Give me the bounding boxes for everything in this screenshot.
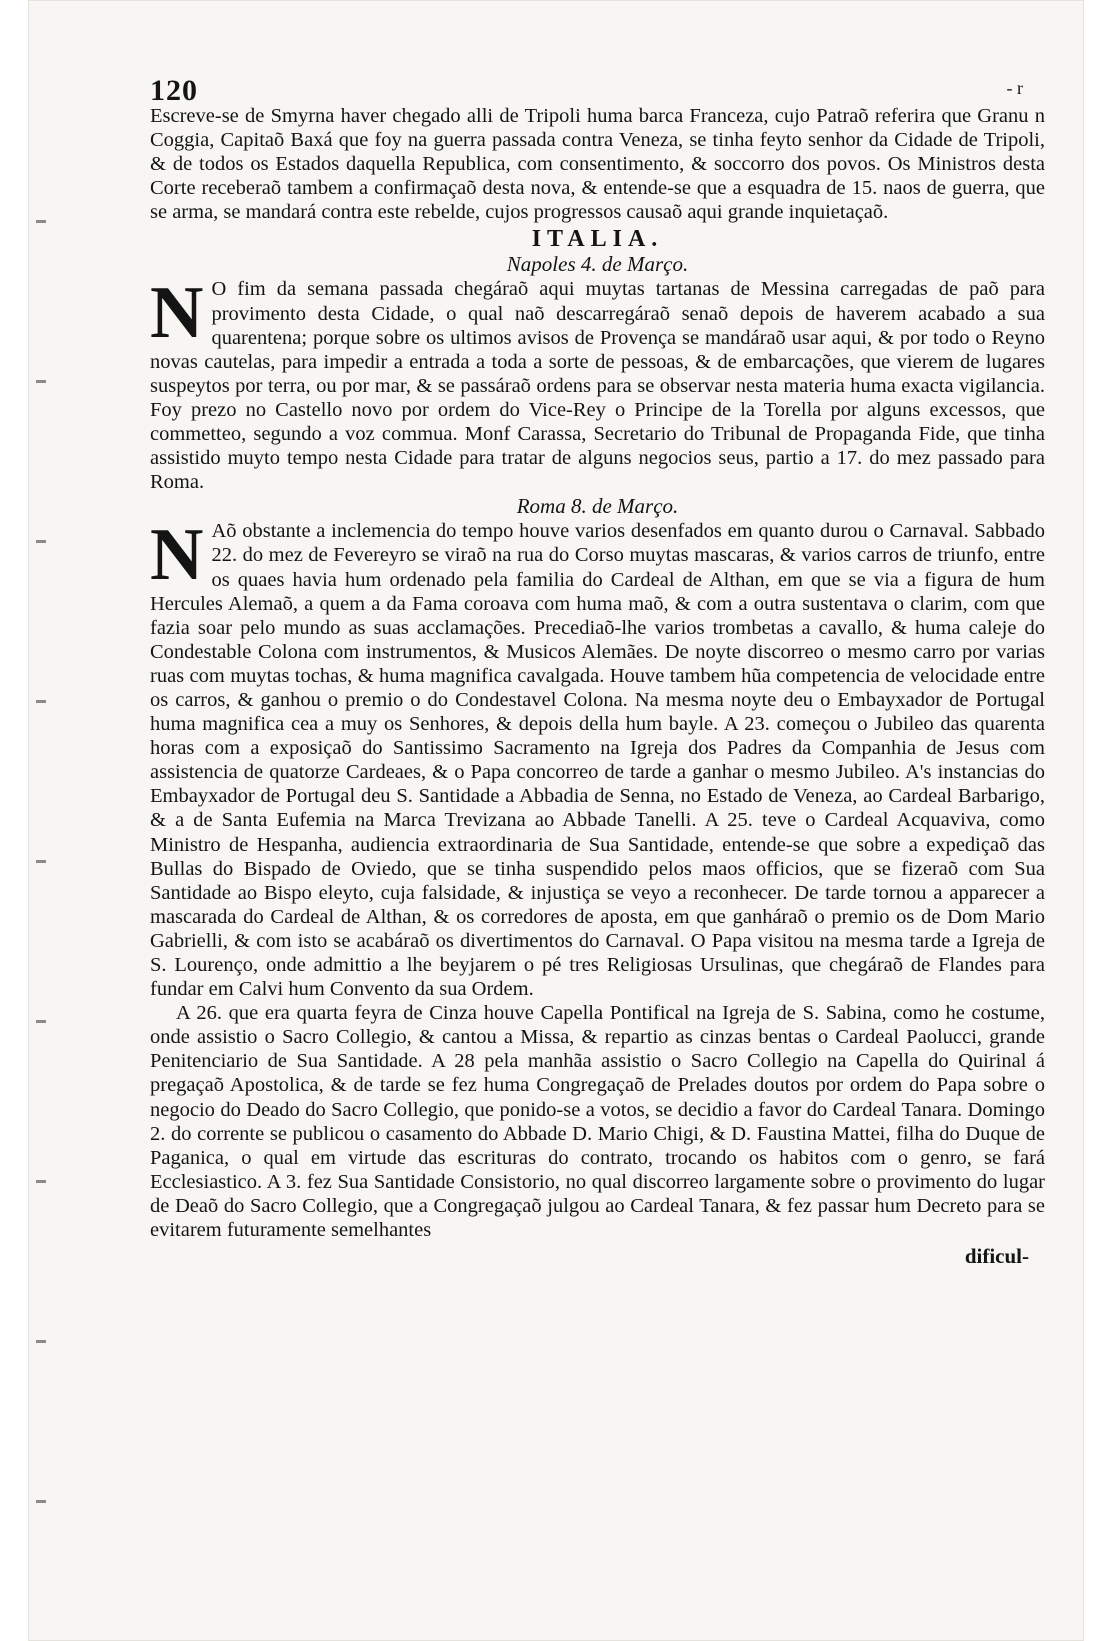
naples-paragraph: O fim da semana passada chegáraõ aqui muytas tartanas de Messina carregadas de paõ para provimento desta Cidade, o qual naõ descarregáraõ senaõ depois de haverem acabado a sua quarentena; porque sobre os ultimos avisos de Provença se mandáraõ usar aqui, & por todo o Reyno novas cautelas, para impedir a entrada a toda a sorte de pessoas, & de embarcações, que vierem de lugares suspeytos por terra, ou por mar, & se passáraõ ordens para se observar nesta materia huma exacta vigilancia. Foy prezo no Castello novo por ordem do Vice-Rey o Principe de la Torella por alguns excessos, que commetteo, segundo a voz commua. Monf Carassa, Secretario do Tribunal de Propaganda Fide, que tinha assistido muyto tempo nesta Cidade para tratar de alguns negocios seus, partio a 17. do mez passado para Roma. [150,278,1045,494]
text-column [150,74,1045,1269]
dropcap-rome: N [150,514,204,597]
smyrna-paragraph: Escreve-se de Smyrna haver chegado alli de Tripoli huma barca Franceza, cujo Patraõ referira que Granu n Coggia, Capitaõ Baxá que foy na guerra passada contra Veneza, se tinha feyto senhor da Cidade de Tripoli, & de todos os Estados daquella Republica, com consentimento, & soccorro dos povos. Os Ministros desta Corte receberaõ tambem a confirmaçaõ desta nova, & entende-se que a esquadra de 15. naos de guerra, que se arma, se mandará contra este rebelde, cujos progressos causaõ aqui grande inquietaçaõ. [150,105,1045,224]
margin-mark [36,380,46,383]
margin-mark [36,1180,46,1183]
dateline-naples: Napoles 4. de Março. [506,252,689,277]
bottom-catchword: dificul- [964,1244,1029,1269]
section-heading-italia: ITALIA. [531,226,664,253]
page-number: 120 [150,74,198,107]
margin-mark [36,700,46,703]
margin-mark [36,860,46,863]
dateline-rome: Roma 8. de Março. [516,494,679,519]
rome-continued-paragraph: A 26. que era quarta feyra de Cinza houve Capella Pontifical na Igreja de S. Sabina, como he costume, onde assistio o Sacro Collegio, & cantou a Missa, & repartio as cinzas bentas o Cardeal Paolucci, grande Penitenciario de Sua Santidade. A 28 pela manhãa assistio o Sacro Collegio na Capella do Quirinal á pregaçaõ Apostolica, & de tarde se fez huma Congregaçaõ de Prelades doutos por ordem do Papa sobre o negocio do Deado do Sacro Collegio, que ponido-se a votos, se decidio a favor do Cardeal Tanara. Domingo 2. do corrente se publicou o casamento do Abbade D. Mario Chigi, & D. Faustina Mattei, filha do Duque de Paganica, o qual em virtude das escrituras do contrato, trocando os habitos com o genro, se fará Ecclesiastico. A 3. fez Sua Santidade Consistorio, no qual discorreo largamente sobre o provimento do lugar de Deaõ do Sacro Collegio, que a Congregaçaõ julgou ao Cardeal Tanara, & fez passar hum Decreto para se evitarem futuramente semelhantes [150,1002,1045,1242]
rome-article [150,514,1045,1001]
margin-mark [36,1500,46,1503]
rome-paragraph: Aõ obstante a inclemencia do tempo houve varios desenfados em quanto durou o Carnaval. Sabbado 22. do mez de Fevereyro se viraõ na rua do Corso muytas mascaras, & varios carros de triunfo, entre os quaes havia hum ordenado pela familia do Cardeal de Althan, em que se via a figura de hum Hercules Alemaõ, a quem a da Fama coroava com huma maõ, & com a outra sustentava o clarim, com que fazia soar pelo mundo as suas acclamações. Precediaõ-lhe varios trombetas a cavallo, & huma caleje do Condestable Colona com instrumentos, & Musicos Alemães. De noyte discorreo o mesmo carro por varias ruas com muytas tochas, & huma magnifica cavalgada. Houve tambem hũa competencia de velocidade entre os carros, & ganhou o premio o do Condestavel Colona. Na mesma noyte deu o Embayxador de Portugal huma magnifica cea a muy os Senhores, & depois della hum bayle. A 23. começou o Jubileo das quarenta horas com a exposiçaõ do Santissimo Sacramento na Igreja dos Padres da Companhia de Jesus com assistencia de quatorze Cardeaes, & o Papa concorreo de tarde a ganhar o mesmo Jubileo. A's instancias do Embayxador de Portugal deu S. Santidade a Abbadia de Senna, no Estado de Veneza, ao Cardeal Barbarigo, & a de Santa Eufemia na Marca Trevizana ao Abbade Tanelli. A 25. teve o Cardeal Acquaviva, como Ministro de Hespanha, audiencia extraordinaria de Sua Santidade, entende-se que sobre a expediçaõ das Bullas do Bispado de Oviedo, que se tinha suspendido pelos maos officios, que se fizeraõ com Sua Santidade ao Bispo eleyto, cuja falsidade, & injustiça se veyo a reconhecer. De tarde tornou a apparecer a mascarada do Cardeal de Althan, & os corredores de aposta, em que ganháraõ o premio os de Dom Mario Gabrielli, & com isto se acabáraõ os divertimentos do Carnaval. O Papa visitou na mesma tarde a Igreja de S. Lourenço, onde admittio a lhe beyjarem o pé tres Religiosas Ursulinas, que chegáraõ de Flandes para fundar em Calvi hum Convento da sua Ordem. [150,520,1045,1001]
top-catchword: - r [1006,78,1023,98]
margin-mark [36,1020,46,1023]
page-header [150,74,1045,107]
dropcap-naples: N [150,272,204,355]
margin-mark [36,1340,46,1343]
margin-mark [36,220,46,223]
margin-mark [36,540,46,543]
naples-article [150,272,1045,494]
